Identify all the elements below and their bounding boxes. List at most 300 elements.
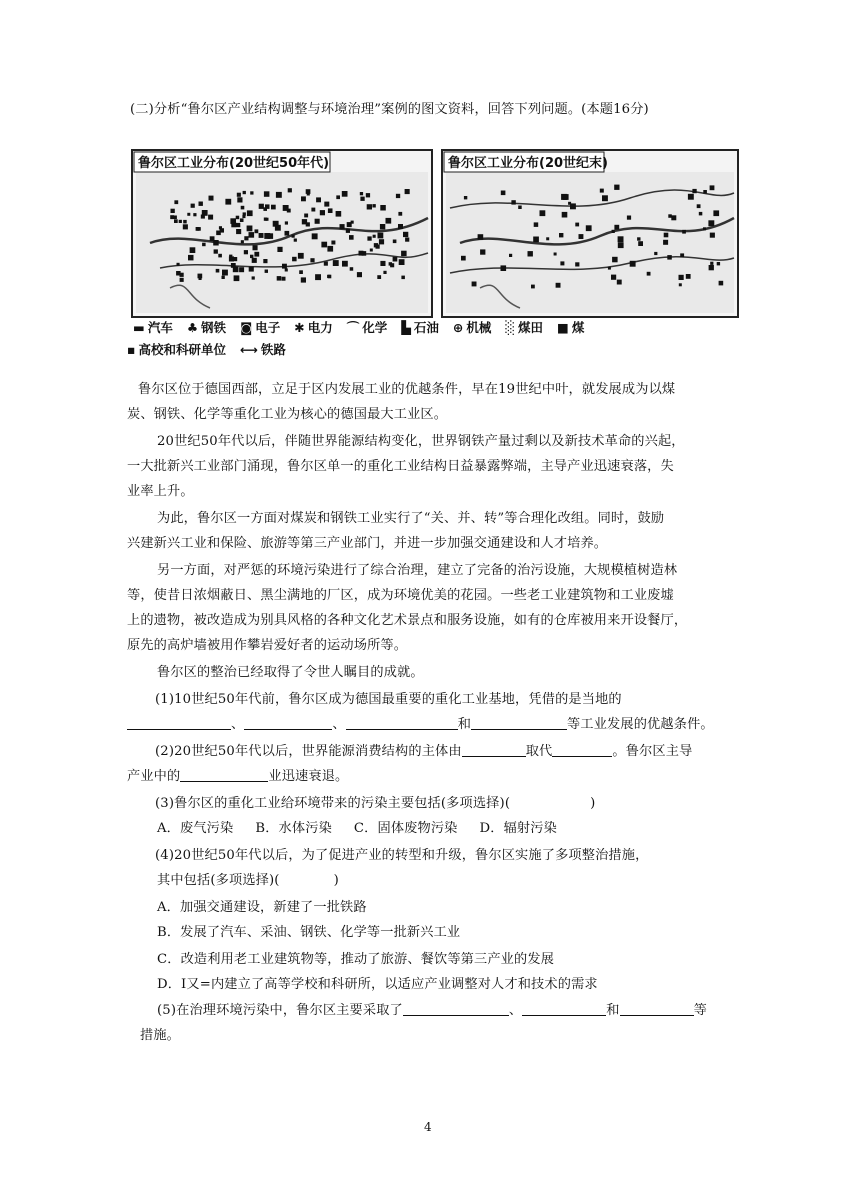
map-symbol [699, 212, 703, 216]
map-symbol [501, 265, 507, 271]
q3-option-a[interactable]: A．废气污染 [157, 821, 234, 836]
q1-sep-1: 、 [231, 717, 245, 732]
q4-stem-2: 其中包括(多项选择)( [157, 873, 280, 888]
map-symbol [546, 237, 549, 240]
map-symbol [686, 274, 691, 279]
map-legend-line2 [127, 342, 300, 358]
map-late-20th-title: 鲁尔区工业分布(20世纪末) [448, 156, 608, 171]
map-symbol [327, 275, 330, 278]
map-symbol [249, 232, 255, 238]
legend-label: 煤 [571, 320, 585, 335]
ruhr-industry-maps [130, 148, 740, 320]
map-symbol [618, 236, 624, 242]
map-symbol [282, 264, 287, 269]
map-symbol [461, 256, 466, 261]
map-symbol [306, 189, 311, 194]
power-icon: ✱ [294, 320, 305, 335]
q2-text-d: 产业中的 [127, 769, 181, 784]
legend-item-university [127, 342, 226, 358]
map-symbol [602, 195, 608, 201]
map-symbol [285, 231, 290, 236]
coalfield-icon: ░ [505, 320, 516, 335]
q5-tail: 等 [693, 1003, 707, 1018]
legend-label: 石油 [413, 320, 439, 335]
map-symbol [614, 225, 619, 230]
chemical-icon: ⌒ [346, 320, 360, 335]
map-symbol [710, 185, 715, 190]
map-symbol [235, 276, 239, 280]
map-symbol [528, 251, 533, 256]
map-symbol [559, 233, 563, 237]
map-symbol [259, 233, 264, 238]
map-symbol [367, 236, 371, 240]
q5-blank-3[interactable] [620, 1001, 694, 1016]
map-symbol [174, 200, 178, 204]
map-symbol [236, 223, 240, 227]
map-symbol [216, 269, 220, 273]
map-symbol [533, 237, 539, 243]
map-symbol [254, 252, 259, 257]
map-symbol [277, 247, 282, 252]
map-symbol [237, 197, 242, 202]
coal-icon: ■ [557, 320, 569, 335]
q4-option-d[interactable]: D．I又=内建立了高等学校和科研所，以适应产业调整对人才和技术的需求 [157, 977, 598, 992]
map-symbol [315, 219, 320, 224]
oil-icon: ▙ [401, 320, 411, 335]
map-symbol [664, 233, 669, 238]
map-symbol [243, 212, 246, 215]
q2-line-1 [155, 742, 692, 762]
map-symbol [627, 216, 631, 220]
q1-stem: (1)10世纪50年代前，鲁尔区成为德国最重要的重化工业基地，凭借的是当地的 [155, 692, 622, 707]
map-symbol [331, 241, 335, 245]
map-symbol [222, 270, 228, 276]
map-symbol [398, 224, 403, 229]
map-symbol [346, 229, 350, 233]
legend-label: 电力 [307, 320, 333, 335]
paragraph-2-line-2: 一大批新兴工业部门涌现，鲁尔区单一的重化工业结构日益暴露弊端，主导产业迅速衰落，失 [127, 459, 674, 474]
map-symbol [561, 194, 567, 200]
map-symbol [405, 189, 410, 194]
university-icon: ▪ [127, 342, 136, 357]
q2-text-e: 业迅速衰退。 [268, 769, 349, 784]
map-symbol [464, 196, 467, 199]
map-symbol [373, 235, 376, 238]
map-symbol [560, 261, 564, 265]
map-symbol [360, 197, 364, 201]
paragraph-4-line-3: 上的遗物，被改造成为别具风格的各种文化艺术景点和服务设施，如有的仓库被用来开设餐厅， [127, 613, 688, 628]
paragraph-4-line-2: 等，使昔日浓烟蔽日、黑尘满地的厂区，成为环境优美的花园。一些老工业建筑物和工业废墟 [127, 588, 674, 603]
map-symbol [176, 271, 181, 276]
q3-option-d[interactable]: D．辐射污染 [479, 821, 557, 836]
map-symbol [717, 262, 720, 265]
map-symbol [682, 230, 686, 234]
map-symbol [218, 254, 222, 258]
map-symbol [366, 193, 370, 197]
map-symbol [285, 221, 288, 224]
q5-and: 和 [606, 1003, 620, 1018]
map-symbol [617, 280, 622, 285]
map-symbol [608, 267, 611, 270]
q1-and: 和 [457, 717, 472, 732]
page-number: 4 [424, 1120, 432, 1134]
map-symbol [575, 223, 579, 227]
map-symbol [518, 206, 522, 210]
map-symbol [324, 202, 329, 207]
map-symbol [244, 236, 248, 240]
map-symbol [209, 196, 214, 201]
map-symbol [292, 257, 297, 262]
map-symbol [275, 225, 281, 231]
q2-line-2 [127, 767, 348, 787]
map-symbol [401, 251, 407, 257]
map-symbol [713, 210, 719, 216]
map-symbol [692, 189, 696, 193]
map-symbol [315, 274, 321, 280]
map-symbol [376, 245, 380, 249]
map-symbol [230, 218, 236, 224]
map-symbol [283, 205, 289, 211]
map-symbol [398, 212, 402, 216]
q3-option-b[interactable]: B．水体污染 [255, 821, 332, 836]
map-symbol [301, 277, 306, 282]
map-symbol [393, 240, 397, 244]
map-symbol [709, 265, 714, 270]
map-symbol [401, 276, 405, 280]
legend-item-power [294, 320, 333, 336]
map-symbol [277, 276, 282, 281]
map-symbol [708, 220, 714, 226]
map-symbol [193, 213, 196, 216]
map-symbol [509, 254, 512, 257]
q5-sep: 、 [508, 1003, 523, 1018]
map-symbol [255, 229, 259, 233]
map-1950s [132, 150, 432, 317]
map-symbol [250, 191, 253, 194]
paragraph-4-line-1: 另一方面，对严惩的环境污染进行了综合治理，建立了完备的治污设施，大规模植树造林 [157, 563, 678, 578]
map-symbol [511, 200, 515, 204]
legend-label: 高校和科研单位 [138, 342, 226, 357]
q1-sep-2: 、 [332, 717, 346, 732]
map-symbol [534, 222, 539, 227]
map-symbol [250, 255, 253, 258]
q4-option-b[interactable]: B．发展了汽车、采油、钢铁、化学等一批新兴工业 [157, 925, 461, 940]
map-symbol [333, 260, 339, 266]
map-symbol [359, 251, 364, 256]
map-symbol [393, 257, 398, 262]
q3-option-c[interactable]: C．固体废物污染 [353, 821, 458, 836]
map-symbol [241, 206, 245, 210]
map-symbol [349, 235, 354, 240]
map-symbol [294, 239, 297, 242]
map-symbol [236, 229, 241, 234]
map-symbol [370, 249, 373, 252]
map-symbol [252, 258, 257, 263]
paragraph-3-line-1: 为此，鲁尔区一方面对煤炭和钢铁工业实行了“关、并、转”等合理化改组。同时，鼓励 [157, 511, 665, 526]
map-late-20th [442, 150, 738, 317]
map-symbol [187, 213, 190, 216]
q1-blank-1[interactable] [127, 715, 231, 730]
q3-stem: (3)鲁尔区的重化工业给环境带来的污染主要包括(多项选择)( [155, 796, 511, 811]
map-symbol [680, 253, 684, 257]
q4-option-a[interactable]: A．加强交通建设，新建了一批铁路 [157, 900, 367, 915]
car-icon: ▬ [133, 320, 145, 335]
map-symbol [347, 222, 352, 227]
map-symbol [316, 197, 321, 202]
paragraph-1-line-2: 炭、钢铁、化学等重化工业为核心的德国最大工业区。 [127, 407, 448, 422]
map-symbol [703, 227, 706, 230]
map-symbol [321, 242, 327, 248]
map-symbol [174, 219, 178, 223]
map-symbol [285, 268, 288, 271]
map-symbol [611, 275, 616, 280]
map-symbol [276, 192, 282, 198]
map-symbol [342, 261, 348, 267]
q2-text-b: 取代 [525, 744, 553, 759]
map-symbol [472, 282, 477, 287]
q2-blank-1[interactable] [462, 742, 526, 757]
map-symbol [202, 243, 206, 247]
map-symbol [271, 205, 276, 210]
map-symbol [196, 227, 200, 231]
map-symbol [188, 255, 194, 261]
legend-label: 煤田 [518, 320, 544, 335]
q2-blank-2[interactable] [552, 742, 612, 757]
map-symbol [380, 261, 385, 266]
map-symbol [190, 247, 196, 253]
map-symbol [668, 214, 672, 218]
map-symbol [710, 262, 713, 265]
map-symbol [378, 233, 384, 239]
legend-label: 电子 [255, 320, 281, 335]
map-symbol [478, 234, 484, 240]
steel-icon: ♣ [186, 320, 199, 335]
q2-text-a: (2)20世纪50年代以后，世界能源消费结构的主体由 [155, 744, 462, 759]
q5-blank-2[interactable] [522, 1001, 606, 1016]
map-symbol [575, 262, 579, 266]
q2-text-c: 。鲁尔区主导 [612, 744, 693, 759]
map-symbol [389, 262, 392, 265]
question-header: (二)分析“鲁尔区产业结构调整与环境治理”案例的图文资料，回答下列问题。(本题16分) [130, 102, 649, 117]
map-symbol [342, 191, 348, 197]
legend-label: 化学 [362, 320, 388, 335]
q4-stem-1: (4)20世纪50年代以后，为了促进产业的转型和升级，鲁尔区实施了多项整治措施， [155, 848, 649, 863]
map-symbol [357, 272, 362, 277]
map-symbol [367, 204, 372, 209]
legend-item-steel [187, 320, 226, 336]
map-symbol [265, 270, 268, 273]
map-symbol [630, 261, 636, 267]
map-symbol [199, 202, 203, 206]
map-symbol [327, 246, 333, 252]
legend-item-machinery [453, 320, 492, 336]
map-symbol [222, 276, 225, 279]
map-symbol [663, 240, 668, 245]
map-symbol [612, 230, 615, 233]
map-symbol [264, 218, 267, 221]
map-symbol [264, 233, 270, 239]
map-symbol [177, 263, 180, 266]
map-symbol [554, 253, 557, 256]
map-symbol [336, 195, 340, 199]
map-symbol [320, 210, 325, 215]
map-symbol [292, 235, 295, 238]
map-symbol [719, 281, 724, 286]
paragraph-2-line-1: 20世纪50年代以后，伴随世界能源结构变化，世界钢铁产量过剩以及新技术革命的兴起， [157, 434, 685, 449]
paragraph-2-line-3: 业率上升。 [127, 484, 194, 499]
map-symbol [247, 210, 253, 216]
map-symbol [263, 259, 267, 263]
legend-item-coal [557, 320, 584, 336]
map-symbol [360, 192, 363, 195]
map-symbol [667, 255, 672, 260]
q5-text-a: (5)在治理环境污染中，鲁尔区主要采取了 [157, 1003, 403, 1018]
map-symbol [298, 253, 304, 259]
q3-stem-line [155, 794, 595, 814]
map-symbol [191, 204, 195, 208]
map-symbol [179, 220, 182, 223]
map-symbol [703, 190, 707, 194]
paragraph-5: 鲁尔区的整治已经取得了令世人瞩目的成就。 [157, 665, 424, 680]
paragraph-3-line-2: 兴建新兴工业和保险、旅游等第三产业部门，并进一步加强交通建设和人才培养。 [127, 536, 608, 551]
map-symbol [372, 204, 375, 207]
q3-close: ) [590, 796, 596, 811]
map-symbol [618, 242, 624, 248]
map-symbol [324, 262, 328, 266]
map-symbol [180, 278, 184, 282]
map-symbol [282, 277, 286, 281]
map-symbol [225, 199, 231, 205]
legend-label: 钢铁 [201, 320, 227, 335]
map-symbol [647, 272, 651, 276]
map-symbol [380, 205, 386, 211]
map-symbol [654, 252, 657, 255]
map-symbol [214, 249, 218, 253]
map-symbol [340, 224, 345, 229]
map-symbol [710, 233, 715, 238]
q3-options [157, 819, 557, 839]
map-symbol [240, 218, 244, 222]
map-symbol [399, 259, 405, 265]
map-symbol [239, 267, 244, 272]
q1-blanks-line [127, 715, 714, 735]
map-symbol [403, 232, 408, 237]
map-symbol [679, 275, 684, 280]
map-symbol [202, 210, 208, 216]
map-symbol [233, 267, 239, 273]
map-symbol [579, 234, 584, 239]
map-symbol [311, 208, 315, 212]
map-symbol [253, 245, 258, 250]
map-symbol [614, 185, 619, 190]
map-symbol [480, 249, 485, 254]
map-symbol [679, 283, 682, 286]
map-symbol [247, 226, 253, 232]
map-symbol [304, 214, 308, 218]
q5-blank-1[interactable] [403, 1001, 509, 1016]
legend-label: 铁路 [260, 342, 286, 357]
map-symbol [637, 237, 640, 240]
map-symbol [562, 212, 568, 218]
map-symbol [570, 203, 576, 209]
q4-close: ) [333, 873, 339, 888]
map-symbol [379, 239, 384, 244]
legend-item-railway [240, 342, 286, 358]
map-symbol [600, 189, 604, 193]
map-symbol [556, 283, 561, 288]
q1-tail: 等工业发展的优越条件。 [567, 717, 714, 732]
q1-blank-4[interactable] [471, 715, 567, 730]
legend-label: 机械 [466, 320, 492, 335]
map-symbol [183, 224, 188, 229]
map-symbol [288, 188, 292, 192]
map-symbol [210, 236, 215, 241]
map-symbol [386, 218, 392, 224]
map-symbol [586, 225, 592, 231]
map-symbol [306, 222, 310, 226]
map-symbol [531, 285, 535, 289]
legend-item-coalfield [505, 320, 543, 336]
map-symbol [198, 274, 203, 279]
q4-option-c[interactable]: C．改造利用老工业建筑物等，推动了旅游、餐饮等第三产业的发展 [157, 952, 555, 967]
map-symbol [396, 194, 400, 198]
map-symbol [299, 270, 303, 274]
legend-item-chemical [347, 320, 388, 336]
map-symbol [638, 241, 643, 246]
electronics-icon: ◙ [240, 320, 253, 335]
paragraph-1-line-1: 鲁尔区位于德国西部，立足于区内发展工业的优越条件，早在19世纪中叶，就发展成为以煤 [138, 382, 676, 397]
map-symbol [612, 257, 618, 263]
legend-item-electronics [240, 320, 280, 336]
map-symbol [208, 215, 213, 220]
q1-blank-2[interactable] [244, 715, 332, 730]
map-symbol [328, 208, 333, 213]
q5-line-1 [157, 1001, 707, 1021]
map-late-20th-land [446, 172, 734, 313]
map-symbol [252, 276, 255, 279]
q5-line-2: 措施。 [140, 1028, 181, 1043]
map-symbol [243, 191, 246, 194]
map-symbol [310, 258, 314, 262]
map-symbol [229, 256, 234, 261]
map-symbol [312, 233, 318, 239]
q2-blank-3[interactable] [180, 767, 268, 782]
q1-blank-3[interactable] [346, 715, 458, 730]
map-symbol [170, 215, 174, 219]
paragraph-4-line-4: 原先的高炉墙被用作攀岩爱好者的运动场所等。 [127, 638, 408, 653]
railway-icon: ⟷ [240, 342, 258, 357]
map-symbol [377, 275, 381, 279]
map-symbol [241, 240, 244, 243]
map-symbol [671, 215, 676, 220]
map-symbol [237, 193, 241, 197]
map-symbol [219, 226, 222, 229]
map-symbol [183, 220, 187, 224]
map-symbol [405, 238, 409, 242]
map-symbol [244, 250, 248, 254]
q4-stem-line-2 [157, 871, 339, 891]
map-symbol [688, 194, 694, 200]
machinery-icon: ⊕ [452, 320, 464, 335]
map-symbol [236, 216, 240, 220]
map-symbol [336, 211, 342, 217]
map-symbol [501, 191, 506, 196]
map-symbol [263, 207, 267, 211]
map-1950s-land [136, 172, 428, 313]
legend-item-oil [401, 320, 439, 336]
map-symbol [383, 271, 386, 274]
map-symbol [264, 191, 270, 197]
